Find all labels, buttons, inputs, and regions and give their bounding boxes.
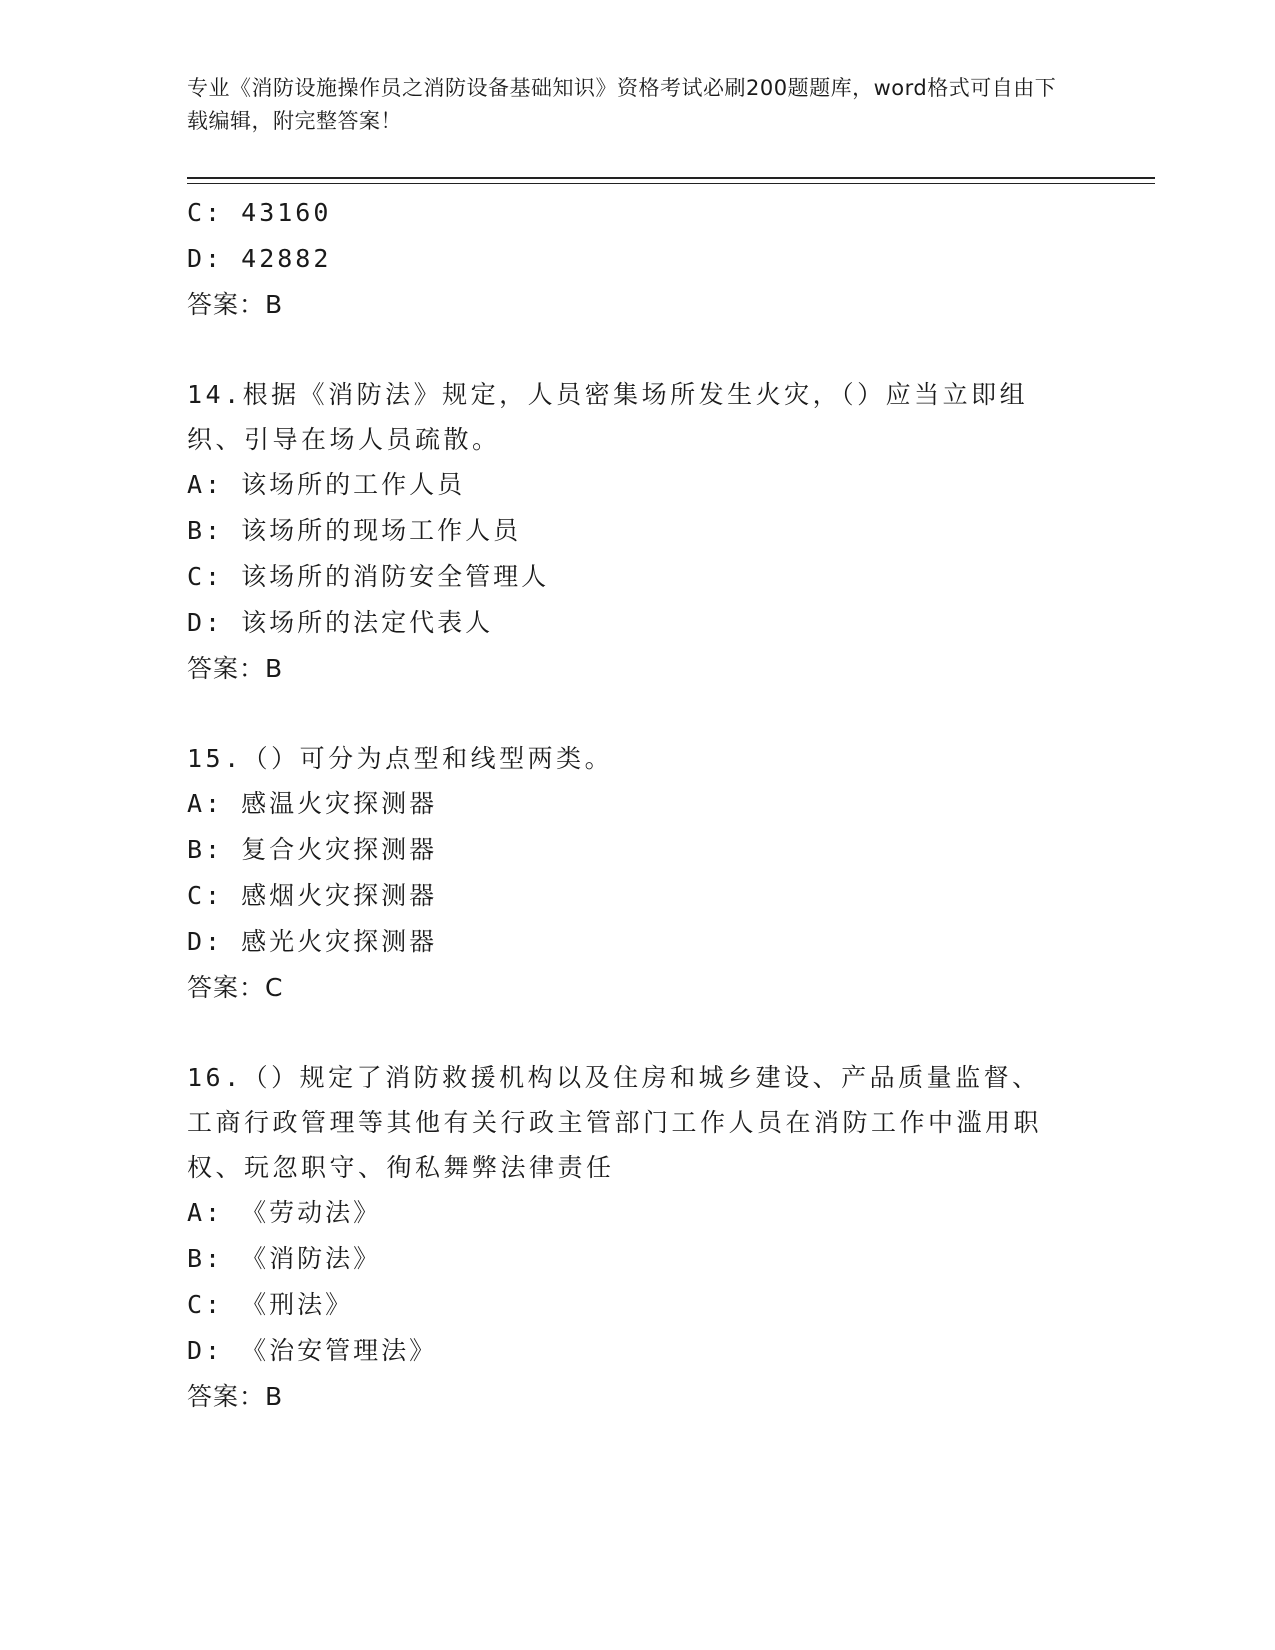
document-header: 专业《消防设施操作员之消防设备基础知识》资格考试必刷200题题库，word格式可自由下载编辑，附完整答案！ (187, 76, 1057, 133)
option-d: D: 该场所的法定代表人 (187, 608, 494, 637)
answer-line: 答案：B (187, 654, 284, 683)
option-b: B: 该场所的现场工作人员 (187, 516, 522, 545)
option-a: A: 《劳动法》 (187, 1198, 382, 1227)
question-stem: 14.根据《消防法》规定，人员密集场所发生火灾，（）应当立即组织、引导在场人员疏散。 (187, 380, 1029, 454)
spacer (187, 1011, 1087, 1055)
question-stem: 16.（）规定了消防救援机构以及住房和城乡建设、产品质量监督、工商行政管理等其他有关行政主管部门工作人员在消防工作中滥用职权、玩忽职守、徇私舞弊法律责任 (187, 1063, 1043, 1182)
header-rule-thin (187, 183, 1155, 184)
option-a: A: 该场所的工作人员 (187, 470, 466, 499)
option-c: C: 感烟火灾探测器 (187, 881, 438, 910)
option-d: D: 感光火灾探测器 (187, 927, 438, 956)
spacer (187, 692, 1087, 736)
spacer (187, 328, 1087, 372)
option-d: D: 42882 (187, 244, 332, 273)
option-c: C: 该场所的消防安全管理人 (187, 562, 550, 591)
option-b: B: 《消防法》 (187, 1244, 382, 1273)
option-d: D: 《治安管理法》 (187, 1336, 438, 1365)
answer-line: 答案：B (187, 1382, 284, 1411)
question-stem: 15.（）可分为点型和线型两类。 (187, 744, 614, 773)
document-body (187, 190, 1087, 1420)
question-13-tail (187, 190, 1087, 328)
question-16 (187, 1055, 1087, 1420)
option-b: B: 复合火灾探测器 (187, 835, 438, 864)
answer-line: 答案：B (187, 290, 284, 319)
question-15 (187, 736, 1087, 1011)
option-c: C: 《刑法》 (187, 1290, 354, 1319)
header-rule-thick (187, 177, 1155, 179)
question-14 (187, 372, 1087, 692)
option-a: A: 感温火灾探测器 (187, 789, 438, 818)
answer-line: 答案：C (187, 973, 284, 1002)
option-c: C: 43160 (187, 198, 332, 227)
